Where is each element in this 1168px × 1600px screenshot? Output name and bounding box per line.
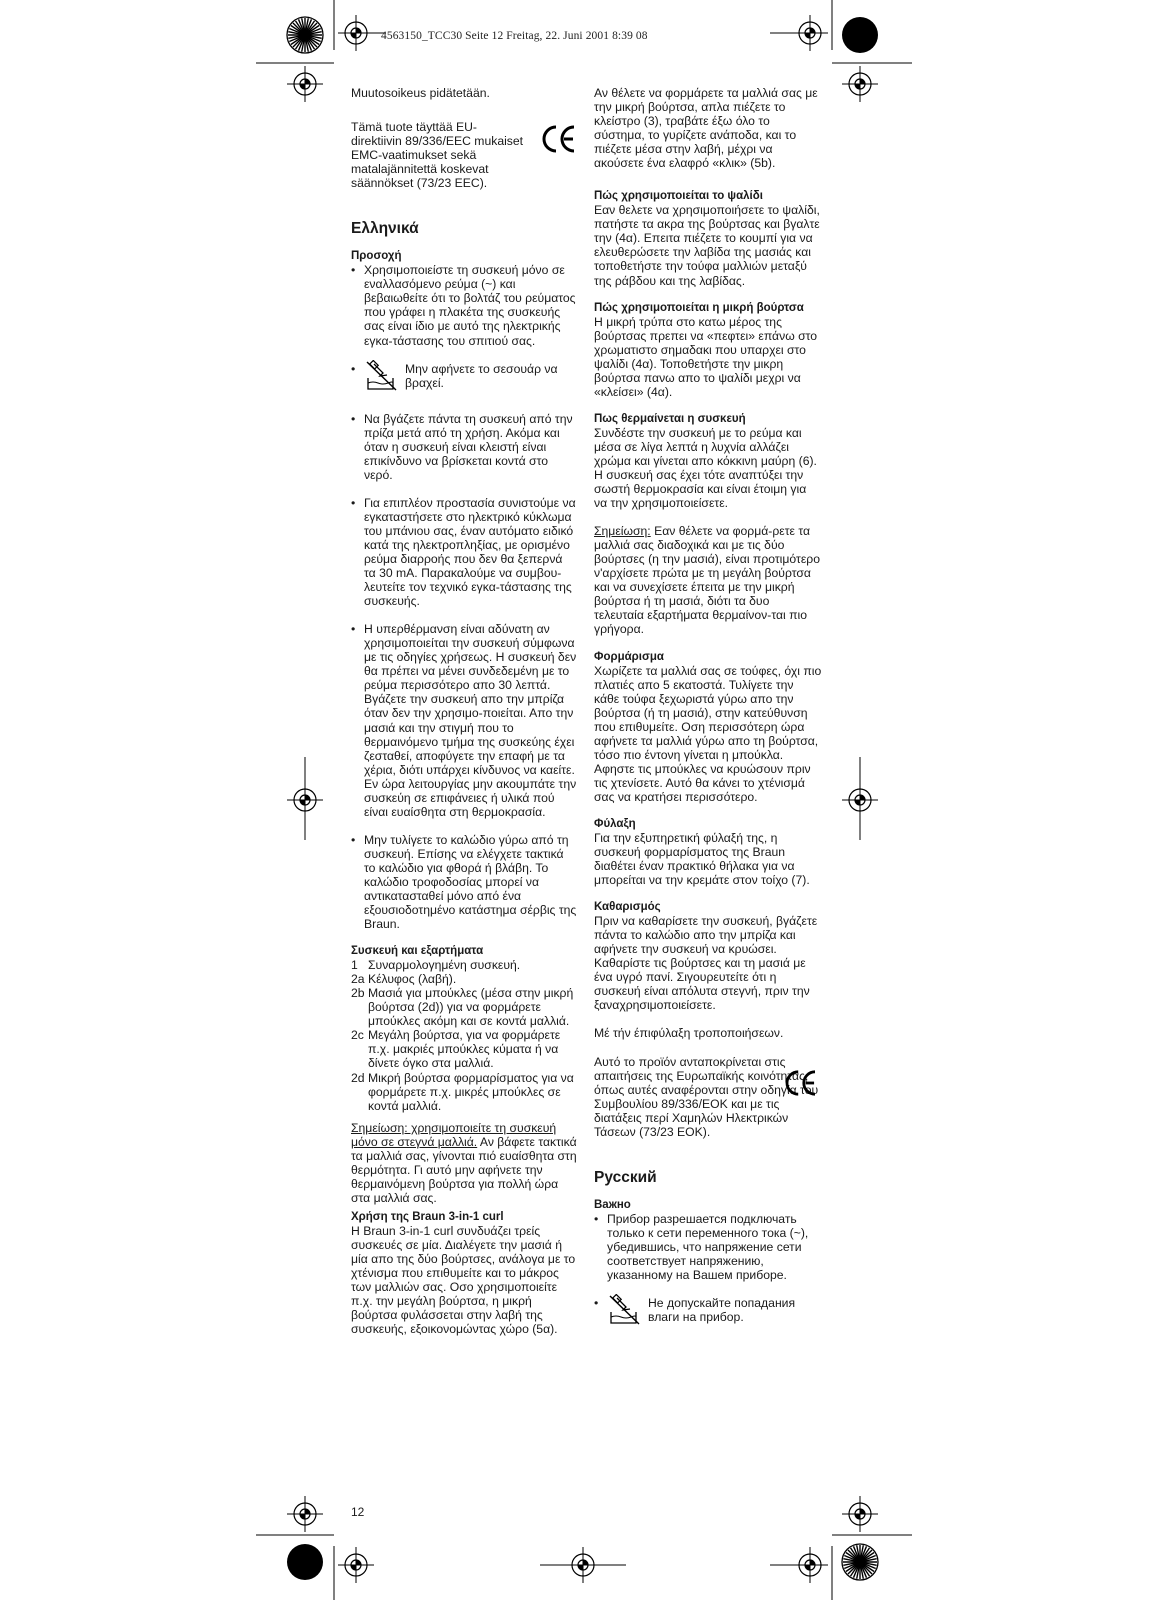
left-column — [351, 86, 577, 1336]
russian-water-warning — [594, 1296, 822, 1332]
greek-note-brushes-label: Σημείωση: — [594, 524, 651, 539]
list-item: 2c Μεγάλη βούρτσα, για να φορμάρετε π.χ. μακριές μπούκλες κύματα ή να δίνετε όγκο στα μαλλιά. — [351, 1028, 561, 1071]
greek-bullet-1 — [351, 263, 577, 347]
greek-bullet-6-text: Μην τυλίγετε το καλώδιο γύρω από τη συσκευή. Επίσης να ελέγχετε τακτικά το καλώδιο για φθορά ή βλάβη. Το καλώδιο τροφοδοσίας μπορεί να αντικατασταθεί μόνο από ένα εξουσιοδοτημένο κατάστημα σέρβις της Braun. — [364, 832, 577, 932]
list-item: 1 Συναρμολογημένη συσκευή. — [351, 958, 521, 973]
greek-caution-heading: Προσοχή — [351, 250, 402, 263]
greek-bullet-4-text: Για επιπλέον προστασία συνιστούμε να εγκαταστήσετε στο ηλεκτρικό κύκλωμα του μπάνιου σας, έναν αυτόματο ειδικό κατά της ηλεκτροπληξίας, με ορισμένο ρεύμα διαρροής που δεν θα ξεπερνά τα 30 mA. Παρακαλούμε να συμβου-λευτείτε τον τεχνικό εγκα-τάστασης της συσκευής. — [364, 495, 576, 609]
russian-bullet-1 — [594, 1212, 822, 1282]
greek-heating-text: Συνδέστε την συσκευή με το ρεύμα και μέσα σε λίγα λεπτά η λυχνία αλλάζει χρώμα και γίνεται απο κόκκινη μαύρη (6). Η συσκευή σας έχει τότε αναπτύξει την σωστή θερμοκρασία και είναι έτοιμη για να την χρησιμοποιείσετε. — [594, 425, 817, 511]
list-item: 2d Μικρή βούρτσα φορμαρίσματος για να φορμάρετε π.χ. μικρές μπούκλες σε κοντά μαλλιά. — [351, 1070, 574, 1113]
bullet-glyph: • — [351, 622, 356, 637]
greek-reserve: Μέ τήν έπιφύλαξη τροποποιήσεων. — [594, 1026, 784, 1041]
greek-note-dry-hair — [351, 1121, 577, 1205]
ce-mark-icon — [784, 1069, 818, 1097]
greek-use-heading: Χρήση της Braun 3-in-1 curl — [351, 1210, 504, 1223]
greek-bullet-3 — [351, 412, 577, 482]
greek-scissors-text: Εαν θελετε να χρησιμοποιήσετε το ψαλίδι, πατήστε τα ακρα της βούρτσας και βγαλτε την (4α). Επειτα πιέζετε το κουμπί για να ελευθερώσετε την λαβίδα της μασιάς και τοποθετήστε την τούφα μαλλιών μεταξύ της ράβδου και της λαβίδας. — [594, 203, 820, 288]
greek-small-brush-text: Η μικρή τρύπα στο κατω μέρος της βούρτσας πρεπει να «πεφτει» επάνω στο χρωματιστο σημαδακι που υπαρχει στο ψαλίδι (4α). Τοποθετήστε την μικρη βούρτσα πανω απο το ψαλίδι μεχρι να «κλείσει» (4α). — [594, 314, 818, 399]
greek-note-brushes-text: Εαν θέλετε να φορμά-ρετε τα μαλλιά σας διαδοχικά και με τις δύο βούρτσες (η την μασιά), είναι προτιμότερο ν'αρχίσετε πρώτα με τη μεγάλη βούρτσα και να συνεχίσετε έπειτα με την μικρή βούρτσα ή τη μασιά, διότι τα δυο τελευταία εξαρτήματα θερμαίνον-ται πιο γρήγορα. — [594, 524, 820, 637]
greek-note-dry-hair-rest: Αν βάφετε τακτικά τα μαλλιά σας, γίνονται πιό ευαίσθητα στη θερμότητα. Γι αυτό μην αφήνετε την θερμαινόμενη βούρτσα για πολλή ώρα στα μαλλιά σας. — [351, 1134, 577, 1205]
greek-cleaning-heading: Καθαρισμός — [594, 901, 661, 914]
finnish-ce-block — [351, 120, 577, 190]
bullet-glyph: • — [351, 411, 356, 426]
greek-parts-list — [351, 958, 577, 1113]
print-slug: 4563150_TCC30 Seite 12 Freitag, 22. Juni 2001 8:39 08 — [381, 30, 648, 42]
finnish-reserve: Muutosoikeus pidätetään. — [351, 86, 490, 100]
bullet-glyph: • — [351, 495, 356, 510]
greek-bullet-5-text: Η υπερθέρμανση είναι αδύνατη αν χρησιμοποιείται την συσκευή σύμφωνα με τις οδηγίες χρήσεως. Η συσκευή δεν θα πρέπει να μένει συνδεδεμένη με το ρεύμα περισσότερο απο 30 λεπτά. Βγάζετε την συσκευή απο την μπρίζα όταν δεν την χρησιμο-ποιείται. Απο την μασιά και την στιγμή που το θερμαινόμενο τμήμα της συσκεύης έχει ζεσταθεί, αποφύγετε την επαφή με τα χέρια, διότι υπάρχει κίνδυνος να καείτε. Εν ώρα λειτουργίας μην ακουμπάτε την συσκεύη σε επιφάνειες ή υλικά πού είναι ευαίσθητα στη θερμοκρασία. — [364, 622, 577, 819]
greek-storage-text: Για την εξυπηρετική φύλαξή της, η συσκευή φορμαρίσματος της Braun διαθέτει έναν πρακτικό θήλακα για να μπορείται να την κρεμάτε στον τοίχο (7). — [594, 830, 810, 888]
bullet-glyph: • — [594, 1211, 599, 1226]
greek-bullet-3-text: Να βγάζετε πάντα τη συσκευή από την πρίζα μετά από τη χρήση. Ακόμα και όταν η συσκευή είναι κλειστή είναι επικίνδυνο να βρίσκεται κοντά στο νερό. — [364, 411, 573, 482]
greek-scissors-heading: Πώς χρησιμοποιείται το ψαλίδι — [594, 190, 763, 203]
list-item: 2b Μασιά για μπούκλες (μέσα στην μικρή βούρτσα (2d)) για να φορμάρετε μπούκλες ακόμη και σε κοντά μαλλιά. — [351, 986, 574, 1029]
greek-bullet-1-text: Χρησιμοποιείστε τη συσκευή μόνο σε εναλλασόμενο ρεύμα (~) και βεβαιωθείτε ότι το βολτάζ του ρεύματος που γράφει η πλακέτα της συσκευής σας είναι ίδιο με αυτό της ηλεκτρικής εγκα-τάστασης του σπιτιού σας. — [364, 263, 576, 348]
greek-parts-heading: Συσκευή και εξαρτήματα — [351, 945, 484, 958]
greek-styling-text: Χωρίζετε τα μαλλιά σας σε τούφες, όχι πιο πλατιές απο 5 εκατοστά. Τυλίγετε την κάθε τούφα ξεχωριστά γύρω απο την βούρτσα (ή τη μασιά), στην κατεύθυνση που επιθυμείτε. Οση περισσότερη ώρα αφήνετε τα μαλλιά γύρω απο τη βούρτσα, τόσο πιο έντονη γίνεται η μπούκλα. Αφηστε τις μπούκλες να κρυώσουν πριν τις χτενίσετε. Αυτό θα κάνει το χτένισμά σας να κρατήσει περισσότερο. — [594, 663, 822, 804]
greek-water-warning — [351, 362, 577, 398]
greek-ce-text: Αυτό το προϊόν ανταποκρίνεται στις απαιτήσεις της Ευρωπαϊκής κοινότητας, όπως αυτές αναφέρονται στην οδηγία του Συμβουλίου 89/336/ΕΟΚ και με τις διατάξεις περί Χαμηλών Ηλεκτρικών Τάσεων (73/23 ΕΟΚ). — [594, 1054, 819, 1139]
bullet-glyph: • — [351, 263, 356, 278]
russian-water-warning-text: Не допускайте попадания влаги на прибор. — [648, 1296, 796, 1325]
page-number: 12 — [351, 1505, 365, 1519]
list-item: 2a Κέλυφος (λαβή). — [351, 972, 457, 987]
greek-styling-heading: Φορμάρισμα — [594, 650, 664, 663]
ce-mark-icon — [541, 124, 577, 154]
greek-use-text: Η Braun 3-in-1 curl συνδυάζει τρείς συσκευές σε μία. Διαλέγετε την μασιά ή μία απο της δύο βούρτσες, ανάλογα με το χτένισμα που επιθυμείτε και το μάκρος των μαλλιών σας. Οσο χρησιμοποιείτε π.χ. την μεγάλη βούρτσα, η μικρή βούρτσα φυλάσσεται στην λαβή της συσκευής, εξοικονομώντας χώρο (5α). — [351, 1223, 576, 1337]
finnish-ce-text: Tämä tuote täyttää EU-direktiivin 89/336/EEC mukaiset EMC-vaatimukset sekä matalajännitettä koskevat säännökset (73/23 EEC). — [351, 120, 524, 191]
greek-bullet-6 — [351, 833, 577, 931]
greek-note-dry-hair-underlined: Σημείωση: χρησιμοποιείτε τη συσκευή μόνο σε στεγνά μαλλιά. — [351, 1120, 557, 1149]
greek-use-text-2: Αν θέλετε να φορμάρετε τα μαλλιά σας με την μικρή βούρτσα, απλα πιέζετε το κλείστρο (3), τραβάτε έξω όλο το σύστημα, το γυρίζετε ανάποδα, και το πιέζετε μέσα στην λαβή, μέχρι να ακούσετε ένα ελαφρό «κλικ» (5b). — [594, 86, 818, 171]
greek-heating-heading: Πως θερμαίνεται η συσκευή — [594, 412, 746, 425]
bullet-glyph: • — [351, 361, 356, 376]
greek-note-brushes — [594, 524, 822, 636]
greek-small-brush-heading: Πώς χρησιμοποιείται η μικρή βούρτσα — [594, 301, 804, 314]
greek-bullet-4 — [351, 496, 577, 608]
bullet-glyph: • — [351, 832, 356, 847]
russian-bullet-1-text: Прибор разрешается подключать только к сети переменного тока (~), убедившись, что напряжение сети соответствует напряжению, указанному на Вашем приборе. — [607, 1211, 809, 1282]
russian-title: Русский — [594, 1168, 657, 1186]
greek-water-warning-text: Μην αφήνετε το σεσουάρ να βραχεί. — [405, 361, 558, 390]
greek-storage-heading: Φύλαξη — [594, 817, 636, 830]
bullet-glyph: • — [594, 1296, 599, 1311]
russian-important-heading: Важно — [594, 1198, 631, 1211]
greek-cleaning-text: Πριν να καθαρίσετε την συσκευή, βγάζετε πάντα το καλώδιο απο την μπρίζα και αφήνετε την συσκευή να κρυώσει. Καθαρίστε τις βούρτσες και τη μασιά με ένα υγρό πανί. Σιγουρευτείτε ότι η συσκευή είναι απόλυτα στεγνή, πριν την ξαναχρησιμοποιείσετε. — [594, 914, 818, 1013]
no-water-icon — [365, 360, 399, 392]
greek-bullet-5 — [351, 622, 577, 819]
greek-title: Ελληνικά — [351, 220, 419, 238]
right-column — [594, 86, 822, 1332]
no-water-icon — [608, 1294, 642, 1326]
greek-ce-block — [594, 1055, 822, 1139]
